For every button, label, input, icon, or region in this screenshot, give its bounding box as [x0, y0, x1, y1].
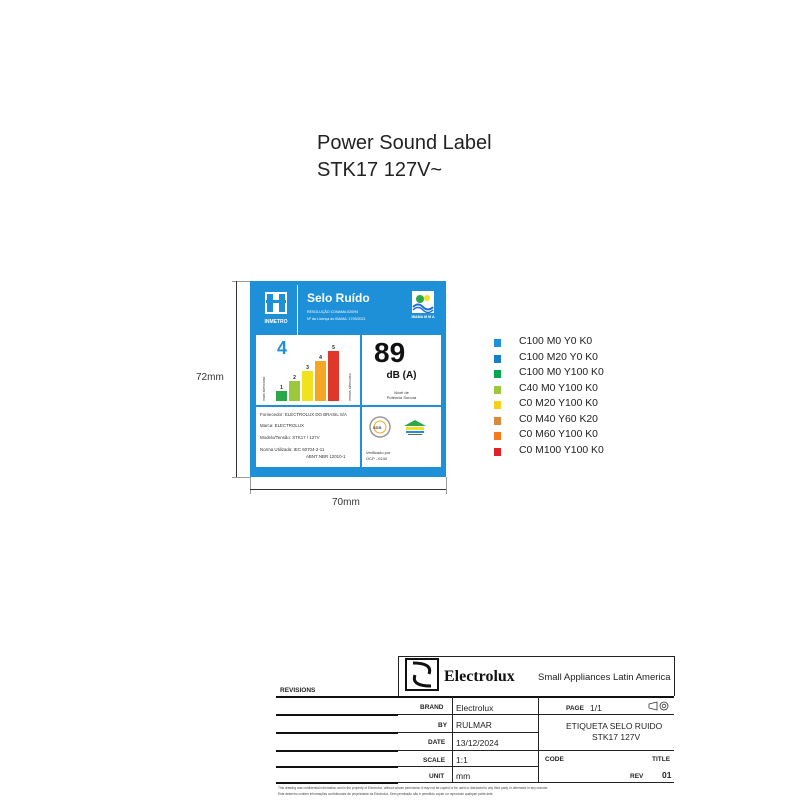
legend-label: C0 M100 Y100 K0: [519, 444, 604, 456]
brand-line: Marca: ELECTROLUX: [260, 423, 304, 428]
noise-bar-1: [276, 391, 287, 401]
confidentiality-note-en: This drawing was confidential information and is the property of Electrolux, without whose permission it may not be copied or be used or disclosed to any third party or otherwise in any manner.: [278, 786, 549, 790]
bar-number-5: 5: [332, 345, 335, 351]
sound-power-panel: [362, 335, 441, 405]
inmetro-block: [254, 285, 298, 335]
tb-top-line: [398, 656, 674, 657]
legend-label: C0 M40 Y60 K20: [519, 413, 598, 425]
extension-line-bottom: [232, 477, 250, 478]
bar-number-1: 1: [280, 385, 283, 391]
extension-line-top: [232, 281, 250, 282]
legend-label: C100 M0 Y100 K0: [519, 367, 604, 378]
tb-col-divider: [452, 697, 453, 782]
date-label: DATE: [428, 739, 446, 746]
legend-swatch: [494, 339, 501, 347]
legend-label: C40 M0 Y100 K0: [519, 382, 598, 394]
legend-swatch: [494, 432, 501, 440]
rev-value: 01: [662, 770, 672, 780]
unit-label: UNIT: [429, 773, 445, 780]
drawing-title: [317, 130, 492, 184]
noise-bar-2: [289, 381, 300, 401]
page-label: PAGE: [566, 705, 584, 712]
legend-swatch: [494, 448, 501, 456]
license-text: Nº da Licença do IBAMA: 1793/2021: [307, 317, 366, 321]
noise-level-panel: [256, 335, 360, 405]
electrolux-brand: Electrolux: [444, 668, 515, 685]
noise-bar-4: [315, 361, 326, 401]
tb-row-line-2: [398, 732, 538, 733]
legend-swatch: [494, 370, 501, 378]
height-dimension-line: [236, 281, 237, 477]
extension-line-left: [250, 477, 251, 494]
legend-label: C100 M0 Y0 K0: [519, 336, 593, 347]
projection-symbol-icon: [648, 701, 670, 711]
tb-row-line-4: [398, 766, 538, 767]
tb-row-line-3: [398, 750, 674, 751]
brand-value: Electrolux: [456, 703, 494, 713]
code-label: CODE: [545, 756, 564, 763]
louder-caption: menos silencioso: [348, 373, 352, 401]
division-text: Small Appliances Latin America: [538, 672, 671, 683]
title-label: TITLE: [652, 756, 671, 763]
electrolux-logo-icon: [405, 658, 439, 691]
revision-line-3: [276, 750, 398, 752]
width-dimension-line: [250, 489, 446, 490]
tb-row-line-5: [398, 782, 674, 783]
tb-left-border: [398, 656, 399, 698]
model-line: Modelo/Tensão: STK17 / 127V: [260, 435, 320, 440]
revisions-label: REVISIONS: [280, 687, 316, 694]
title-line-2: STK17 127V~: [317, 159, 443, 181]
quieter-caption: mais silencioso: [262, 376, 266, 401]
by-label: BY: [438, 722, 448, 729]
tb-right-border: [674, 656, 675, 696]
revision-line-2: [276, 732, 398, 734]
by-value: RULMAR: [456, 720, 492, 730]
width-dimension-label: 70mm: [332, 497, 360, 508]
noise-bar-3: [302, 371, 313, 401]
page-value: 1/1: [590, 703, 602, 713]
title-line-1: Power Sound Label: [317, 132, 492, 154]
brand-label: BRAND: [420, 704, 444, 711]
height-dimension-label: 72mm: [196, 372, 224, 383]
scale-label: SCALE: [423, 757, 446, 764]
revisions-underline: [276, 696, 398, 698]
revision-line-4: [276, 766, 398, 768]
accreditation-logo-icon: [400, 416, 430, 438]
ocp-number-text: OCP - 0240: [366, 456, 388, 461]
sgs-seal-text: SGS: [373, 425, 382, 430]
confidentiality-note-pt: Este desenho contém informações confidenciais de propriedade da Electrolux. Sem permissão não é permitido copiar ou reproduzir qualquer parte dele.: [278, 792, 494, 796]
inmetro-logo-icon: [264, 291, 288, 317]
ibama-text: IBAMA M M A: [411, 315, 435, 319]
document-title-line-1: ETIQUETA SELO RUIDO: [566, 721, 663, 731]
legend-swatch: [494, 386, 501, 394]
bar-number-4: 4: [319, 355, 322, 361]
label-header: [254, 285, 442, 335]
legend-label: C0 M60 Y100 K0: [519, 429, 598, 440]
legend-label: C100 M20 Y0 K0: [519, 351, 598, 363]
rev-label: REV: [630, 773, 644, 780]
revision-line-5: [276, 782, 398, 784]
certification-panel: [362, 407, 441, 467]
date-value: 13/12/2024: [456, 738, 499, 748]
sound-power-value: 89: [374, 337, 406, 368]
noise-bar-5: [328, 351, 339, 401]
product-info-panel: [256, 407, 360, 467]
sound-power-unit: dB (A): [386, 370, 417, 381]
legend-label: C0 M20 Y100 K0: [519, 398, 598, 409]
legend-swatch: [494, 417, 501, 425]
document-title-line-2: STK17 127V: [592, 732, 641, 742]
tb-row-line-1: [398, 714, 674, 715]
tb-col-divider-2: [538, 697, 539, 782]
electrolux-mark-icon: [407, 660, 437, 689]
noise-label: [250, 281, 446, 477]
sound-power-caption-2: Potência Sonora: [386, 395, 417, 400]
bar-number-3: 3: [306, 365, 309, 371]
revision-line-1: [276, 714, 398, 716]
tb-mid-line: [398, 696, 674, 698]
inmetro-text: INMETRO: [264, 319, 288, 325]
legend-swatch: [494, 355, 501, 363]
noise-level-value: 4: [277, 338, 288, 358]
resolution-text: RESOLUÇÃO CONAMA 020/94: [307, 310, 359, 314]
scale-value: 1:1: [456, 755, 468, 765]
bar-number-2: 2: [293, 375, 296, 381]
selo-ruido-title: Selo Ruído: [307, 291, 370, 305]
norm-line-2: ABNT NBR 12010-1: [306, 454, 346, 459]
sound-power-caption-1: Nível de: [394, 390, 409, 395]
extension-line-right: [446, 477, 447, 494]
manufacturer-line: Fornecedor: ELECTROLUX DO BRASIL S/A: [260, 412, 347, 417]
verified-by-text: Verificado por: [366, 450, 391, 455]
norm-line-1: Norma Utilizada: IEC 60704-2-11: [260, 447, 325, 452]
unit-value: mm: [456, 771, 471, 781]
legend-swatch: [494, 401, 501, 409]
ibama-logo-icon: [408, 289, 438, 325]
